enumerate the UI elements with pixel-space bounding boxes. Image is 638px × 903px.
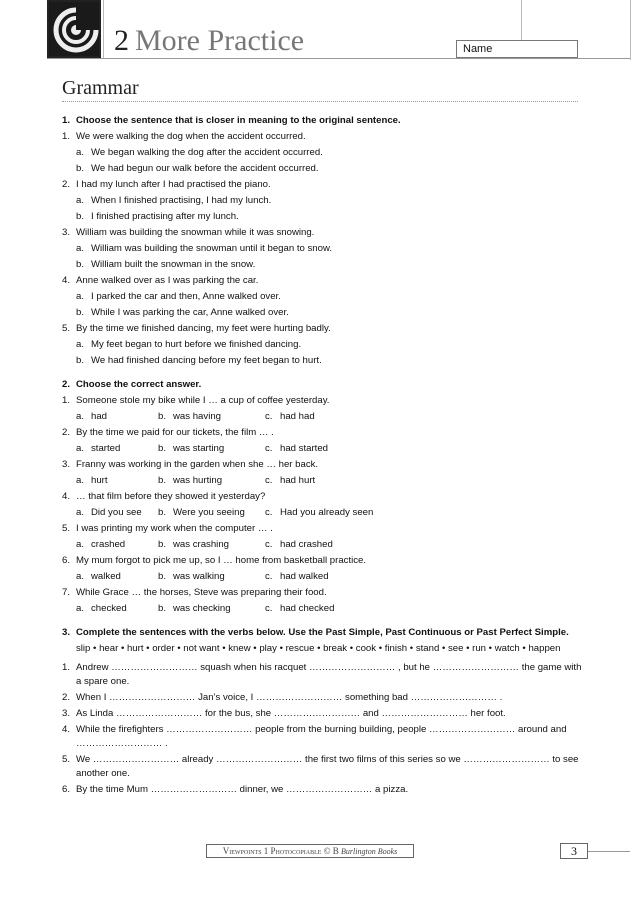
item-number: 7. <box>62 587 71 598</box>
options-row <box>62 505 582 521</box>
option-letter: a. <box>76 571 85 582</box>
exercise-2-instruction: Choose the correct answer. <box>76 379 202 390</box>
header-divider <box>103 0 104 58</box>
item-number: 5. <box>62 323 71 334</box>
footer-publisher: Burlington Books <box>341 847 398 856</box>
name-field[interactable] <box>456 40 578 58</box>
option-letter: c. <box>265 507 273 518</box>
spiral-logo-icon <box>49 2 99 56</box>
item-number: 4. <box>62 724 71 735</box>
option-b <box>62 257 582 273</box>
item-text: By the time we finished dancing, my feet were hurting badly. <box>76 323 331 334</box>
header-rule <box>47 58 630 59</box>
item-number: 2. <box>62 179 71 190</box>
option-letter: b. <box>158 603 167 614</box>
option-b <box>62 161 582 177</box>
exercise-1-heading: 1. Choose the sentence that is closer in meaning to the original sentence. <box>62 115 401 126</box>
item-number: 2. <box>62 692 71 703</box>
option-b <box>62 209 582 225</box>
item-text: William was building the snowman while it was snowing. <box>76 227 315 238</box>
unit-number: 2 <box>114 24 129 57</box>
option-text: We had begun our walk before the accident occurred. <box>91 163 319 174</box>
item-text: I was printing my work when the computer … . <box>76 523 273 534</box>
option-a <box>62 289 582 305</box>
option-b: was crashing <box>173 539 229 550</box>
exercise-1-list <box>62 129 582 369</box>
item-number: 4. <box>62 275 71 286</box>
worksheet-content <box>62 113 582 799</box>
option-b: Were you seeing <box>173 507 245 518</box>
exercise-1-item <box>62 177 582 193</box>
option-letter: c. <box>265 603 273 614</box>
exercise-1-item <box>62 129 582 145</box>
option-c: had had <box>280 411 315 422</box>
option-letter: a. <box>76 147 85 158</box>
option-a: checked <box>91 603 127 614</box>
option-c: had checked <box>280 603 335 614</box>
options-row <box>62 537 582 553</box>
option-letter: b. <box>158 539 167 550</box>
footer-copyright <box>206 844 414 858</box>
name-label: Name <box>463 43 493 55</box>
option-letter: a. <box>76 443 85 454</box>
exercise-3-item <box>62 783 582 797</box>
exercise-3-item <box>62 723 582 751</box>
word-bank: slip • hear • hurt • order • not want • knew • play • rescue • break • cook • finish • stand • see • run • watch • happen <box>76 643 561 654</box>
option-a <box>62 193 582 209</box>
options-row <box>62 409 582 425</box>
item-text: I had my lunch after I had practised the piano. <box>76 179 271 190</box>
option-c: had hurt <box>280 475 316 486</box>
item-text: Andrew ……………………… squash when his racquet ……………………… , but he ……………………… the game with a spare one. <box>76 662 582 687</box>
item-text: While the firefighters ……………………… people from the burning building, people ……………………… around and ……………………… . <box>76 724 567 749</box>
option-a: hurt <box>91 475 108 486</box>
option-letter: c. <box>265 475 273 486</box>
item-number: 6. <box>62 555 71 566</box>
exercise-3-item <box>62 707 582 721</box>
option-c: had started <box>280 443 329 454</box>
option-letter: b. <box>76 163 85 174</box>
option-text: I finished practising after my lunch. <box>91 211 239 222</box>
exercise-2-item <box>62 521 582 537</box>
option-letter: a. <box>76 339 85 350</box>
item-number: 6. <box>62 784 71 795</box>
option-letter: b. <box>76 307 85 318</box>
option-a: had <box>91 411 108 422</box>
option-c: had crashed <box>280 539 333 550</box>
option-text: My feet began to hurt before we finished dancing. <box>91 339 302 350</box>
item-text: Anne walked over as I was parking the car. <box>76 275 259 286</box>
option-letter: a. <box>76 539 85 550</box>
option-a: started <box>91 443 121 454</box>
option-letter: c. <box>265 539 273 550</box>
exercise-1-item <box>62 225 582 241</box>
options-row <box>62 601 582 617</box>
options-row <box>62 441 582 457</box>
item-text: My mum forgot to pick me up, so I … home from basketball practice. <box>76 555 367 566</box>
exercise-2-item <box>62 585 582 601</box>
option-letter: a. <box>76 411 85 422</box>
unit-title <box>114 24 304 58</box>
option-letter: c. <box>265 571 273 582</box>
option-a: walked <box>91 571 121 582</box>
item-number: 2. <box>62 427 71 438</box>
option-text: While I was parking the car, Anne walked over. <box>91 307 289 318</box>
item-number: 3. <box>62 708 71 719</box>
option-a: crashed <box>91 539 126 550</box>
option-letter: a. <box>76 507 85 518</box>
item-text: Someone stole my bike while I … a cup of coffee yesterday. <box>76 395 330 406</box>
option-letter: b. <box>158 475 167 486</box>
exercise-2-item <box>62 425 582 441</box>
option-text: William was building the snowman until it began to snow. <box>91 243 333 254</box>
section-title: Grammar <box>62 77 139 99</box>
option-letter: c. <box>265 443 273 454</box>
exercise-3-heading: 3. Complete the sentences with the verbs below. Use the Past Simple, Past Continuous or Past Perfect Simple. <box>62 627 569 638</box>
item-number: 1. <box>62 395 71 406</box>
option-a: Did you see <box>91 507 142 518</box>
item-number: 1. <box>62 131 71 142</box>
option-letter: a. <box>76 243 85 254</box>
option-text: William built the snowman in the snow. <box>91 259 256 270</box>
option-a <box>62 241 582 257</box>
option-letter: a. <box>76 291 85 302</box>
exercise-1-item <box>62 321 582 337</box>
item-text: As Linda ……………………… for the bus, she ……………………… and ……………………… her foot. <box>76 708 506 719</box>
exercise-2-item <box>62 457 582 473</box>
exercise-2-item <box>62 553 582 569</box>
options-row <box>62 473 582 489</box>
option-a <box>62 337 582 353</box>
item-number: 5. <box>62 754 71 765</box>
item-text: By the time we paid for our tickets, the film … . <box>76 427 274 438</box>
option-b: was hurting <box>173 475 223 486</box>
footer-copyright-symbol: © B <box>323 846 339 856</box>
option-b: was starting <box>173 443 225 454</box>
option-letter: b. <box>158 507 167 518</box>
option-letter: b. <box>76 259 85 270</box>
exercise-2-item <box>62 393 582 409</box>
header-divider-right <box>521 0 522 40</box>
unit-logo <box>47 0 101 58</box>
item-number: 4. <box>62 491 71 502</box>
exercise-3-instruction: Complete the sentences with the verbs below. Use the Past Simple, Past Continuous or Past Perfect Simple. <box>76 627 569 638</box>
option-c: had walked <box>280 571 329 582</box>
exercise-3-item <box>62 753 582 781</box>
option-letter: b. <box>76 355 85 366</box>
option-text: I parked the car and then, Anne walked over. <box>91 291 281 302</box>
option-letter: b. <box>158 411 167 422</box>
option-text: We had finished dancing before my feet began to hurt. <box>91 355 322 366</box>
item-number: 3. <box>62 459 71 470</box>
option-text: When I finished practising, I had my lunch. <box>91 195 272 206</box>
option-b <box>62 305 582 321</box>
exercise-3-item <box>62 691 582 705</box>
exercise-1-item <box>62 273 582 289</box>
option-letter: a. <box>76 475 85 486</box>
item-text: By the time Mum ……………………… dinner, we ……………………… a pizza. <box>76 784 409 795</box>
option-letter: b. <box>76 211 85 222</box>
option-text: We began walking the dog after the accident occurred. <box>91 147 323 158</box>
options-row <box>62 569 582 585</box>
item-text: … that film before they showed it yesterday? <box>76 491 266 502</box>
footer-rule <box>588 851 630 852</box>
option-letter: b. <box>158 571 167 582</box>
exercise-2-item <box>62 489 582 505</box>
exercise-2-heading: 2. Choose the correct answer. <box>62 379 202 390</box>
page-number: 3 <box>560 843 588 859</box>
exercise-2-list <box>62 393 582 617</box>
section-rule <box>62 101 578 102</box>
item-text: While Grace … the horses, Steve was preparing their food. <box>76 587 327 598</box>
item-text: Franny was working in the garden when she … her back. <box>76 459 319 470</box>
option-letter: b. <box>158 443 167 454</box>
option-b: was checking <box>173 603 231 614</box>
unit-title-text: More Practice <box>135 24 305 57</box>
option-a <box>62 145 582 161</box>
item-number: 3. <box>62 227 71 238</box>
exercise-3-list <box>62 661 582 797</box>
option-letter: c. <box>265 411 273 422</box>
option-letter: a. <box>76 195 85 206</box>
page-edge-line <box>630 0 631 60</box>
option-c: Had you already seen <box>280 507 374 518</box>
exercise-3-item <box>62 661 582 689</box>
option-letter: a. <box>76 603 85 614</box>
item-text: When I ……………………… Jan’s voice, I ……………………… something bad ……………………… . <box>76 692 503 703</box>
exercise-1-instruction: Choose the sentence that is closer in meaning to the original sentence. <box>76 115 401 126</box>
option-b: was having <box>173 411 221 422</box>
item-text: We were walking the dog when the accident occurred. <box>76 131 306 142</box>
option-b: was walking <box>173 571 225 582</box>
item-text: We ……………………… already ……………………… the first two films of this series so we ……………………… to see another one. <box>76 754 579 779</box>
item-number: 5. <box>62 523 71 534</box>
footer-book: Viewpoints 1 Photocopiable <box>222 846 322 856</box>
item-number: 1. <box>62 662 71 673</box>
option-b <box>62 353 582 369</box>
